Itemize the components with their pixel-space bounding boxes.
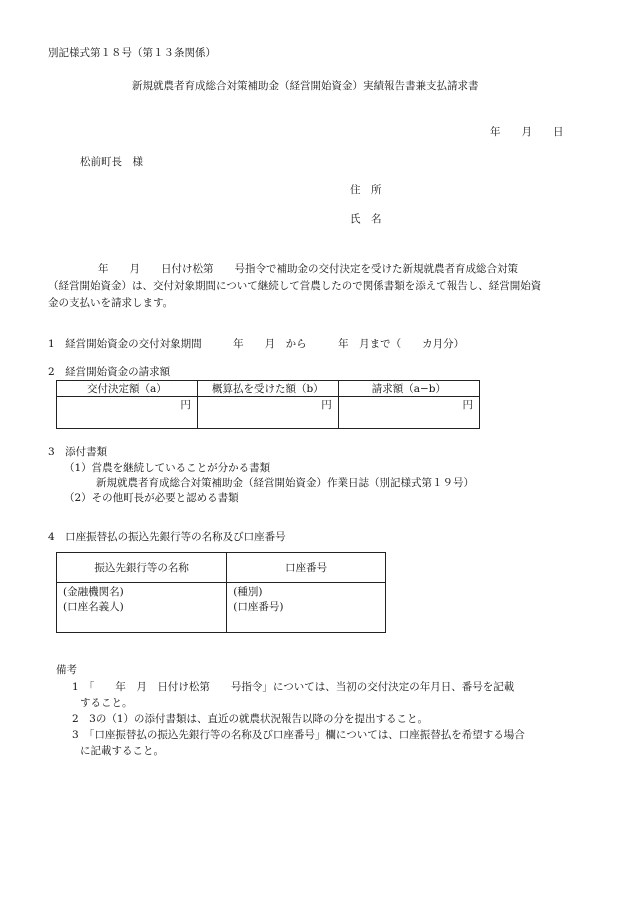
remark-1-line-1: 1 「 年 月 日付け松第 号指令」については、当初の交付決定の年月日、番号を記載: [72, 681, 515, 693]
financial-institution-label: (金融機関名): [63, 586, 124, 598]
remark-1-line-2: すること。: [80, 697, 133, 709]
bank-account-table: [56, 552, 386, 633]
form-label: 別記様式第１８号（第１３条関係）: [48, 47, 216, 59]
addressee: 松前町長 様: [80, 156, 143, 168]
attachment-item-1: （1）営農を継続していることが分かる書類: [64, 462, 271, 474]
section-2-heading: 2 経営開始資金の請求額: [48, 366, 171, 378]
section-1-period: 1 経営開始資金の交付対象期間 年 月 から 年 月まで（ カ月分）: [48, 338, 465, 350]
name-label: 氏 名: [350, 213, 382, 225]
intro-line-1: 年 月 日付け松第 号指令で補助金の交付決定を受けた新規就農者育成総合対策: [56, 263, 518, 275]
date-line: 年 月 日: [490, 126, 564, 138]
remarks-heading: 備考: [56, 664, 77, 676]
attachment-item-1-detail: 新規就農者育成総合対策補助金（経営開始資金）作業日誌（別記様式第１９号）: [96, 477, 474, 489]
header-bank-name: 振込先銀行等の名称: [57, 553, 227, 583]
section-3-heading: 3 添付書類: [48, 446, 108, 458]
remark-2: 2 3の（1）の添付書類は、直近の就農状況報告以降の分を提出すること。: [72, 713, 429, 725]
bank-name-cell[interactable]: [57, 583, 227, 633]
intro-line-2: （経営開始資金）は、交付対象期間について継続して営農したので関係書類を添えて報告し、経営開始資: [48, 280, 542, 292]
account-number-label: (口座番号): [233, 601, 284, 614]
decision-amount-cell[interactable]: 円: [57, 397, 198, 429]
header-account-number: 口座番号: [227, 553, 386, 583]
header-claim-amount: 請求額（a−b）: [338, 381, 479, 397]
claim-amount-table: [56, 380, 480, 429]
section-4-heading: 4 口座振替払の振込先銀行等の名称及び口座番号: [48, 531, 286, 543]
header-decision-amount: 交付決定額（a）: [57, 381, 198, 397]
account-number-cell[interactable]: [227, 583, 386, 633]
attachment-item-2: （2）その他町長が必要と認める書類: [64, 492, 239, 504]
advance-amount-cell[interactable]: 円: [197, 397, 338, 429]
remark-3-line-1: 3 「口座振替払の振込先銀行等の名称及び口座番号」欄については、口座振替払を希望する場合: [72, 729, 525, 741]
address-label: 住 所: [350, 184, 382, 196]
account-type-label: (種別): [233, 586, 263, 598]
claim-amount-cell[interactable]: 円: [338, 397, 479, 429]
account-holder-label: (口座名義人): [63, 601, 124, 614]
intro-line-3: 金の支払いを請求します。: [48, 297, 174, 309]
header-advance-amount: 概算払を受けた額（b）: [197, 381, 338, 397]
remark-3-line-2: に記載すること。: [80, 745, 164, 757]
document-title: 新規就農者育成総合対策補助金（経営開始資金）実績報告書兼支払請求書: [132, 80, 479, 92]
